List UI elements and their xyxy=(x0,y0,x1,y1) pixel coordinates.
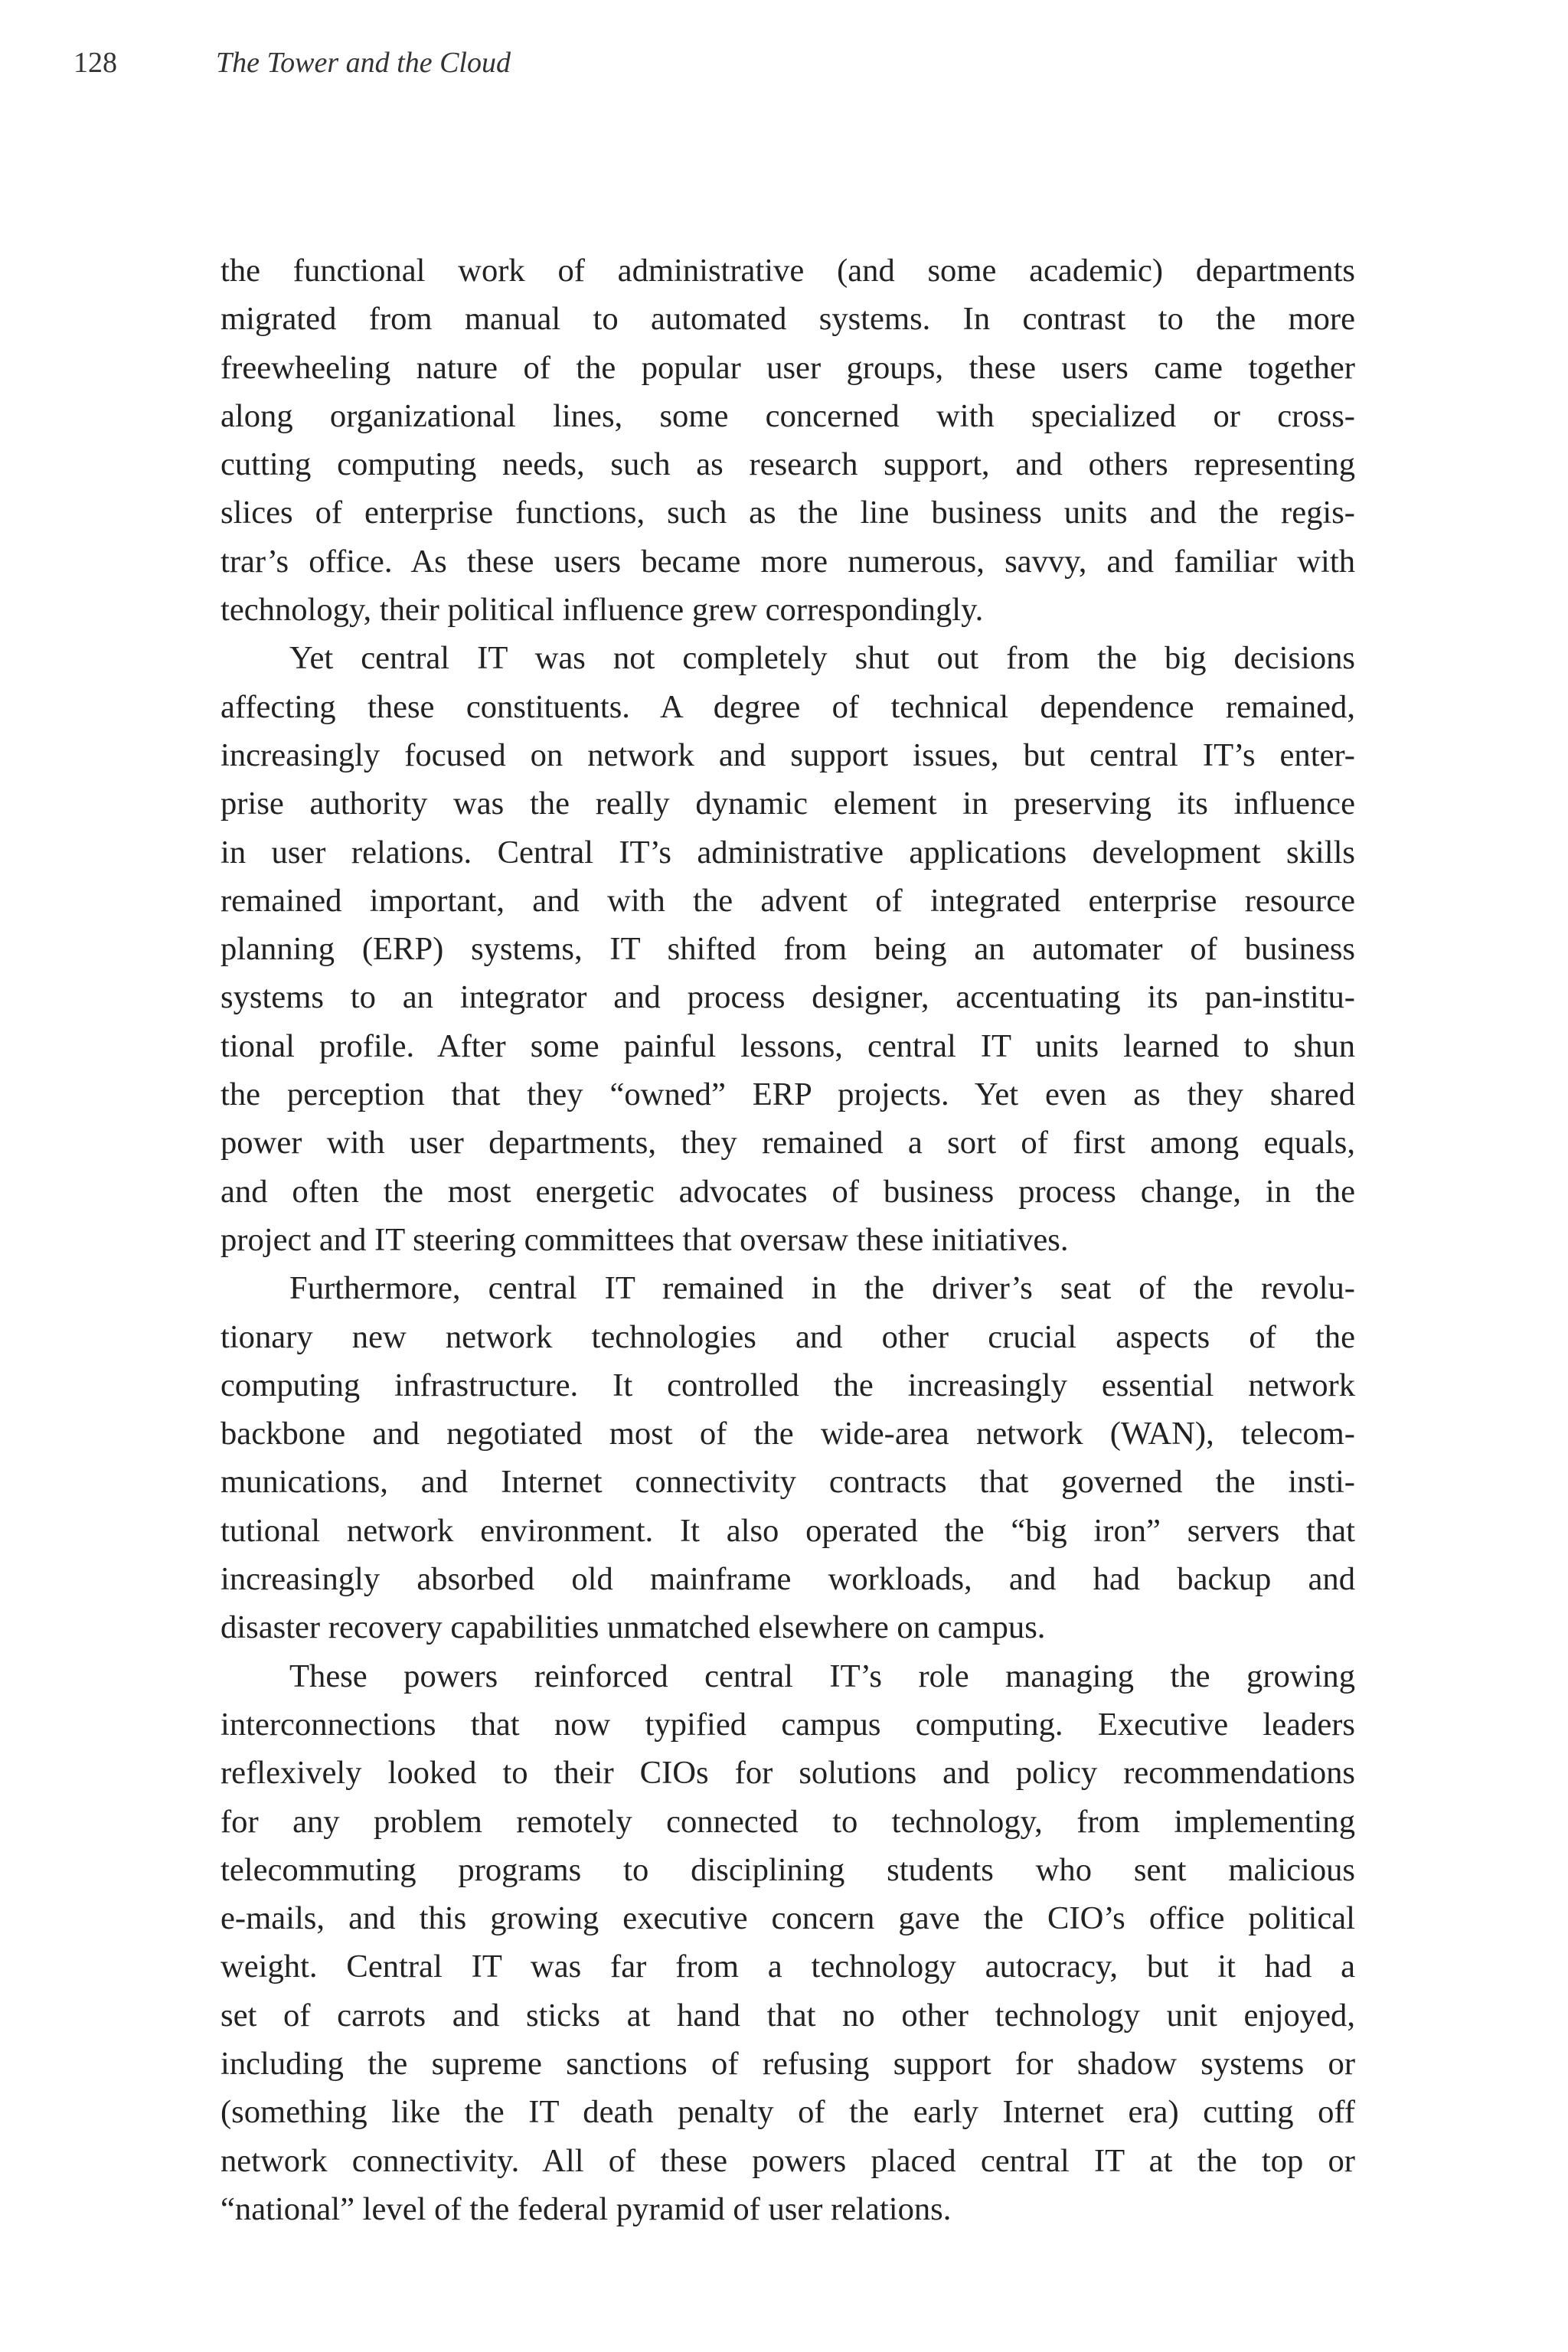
text-line: project and IT steering committees that oversaw these initiatives. xyxy=(220,1221,1069,1258)
text-line: for any problem remotely connected to technology, from implementing xyxy=(220,1803,1355,1840)
text-line: trar’s office. As these users became more numerous, savvy, and familiar with xyxy=(220,543,1355,580)
text-line: computing infrastructure. It controlled the increasingly essential network xyxy=(220,1367,1355,1403)
text-line: freewheeling nature of the popular user groups, these users came together xyxy=(220,349,1355,386)
text-line: cutting computing needs, such as research support, and others representing xyxy=(220,446,1355,483)
text-line: including the supreme sanctions of refusing support for shadow systems or xyxy=(220,2045,1355,2082)
text-line: increasingly absorbed old mainframe workloads, and had backup and xyxy=(220,1561,1355,1598)
text-line: munications, and Internet connectivity contracts that governed the insti- xyxy=(220,1464,1355,1501)
running-title: The Tower and the Cloud xyxy=(216,47,511,79)
text-line: power with user departments, they remained a sort of first among equals, xyxy=(220,1125,1355,1161)
text-line: systems to an integrator and process designer, accentuating its pan-institu- xyxy=(220,979,1355,1016)
text-line: and often the most energetic advocates of business process change, in the xyxy=(220,1173,1355,1210)
paragraph-first-line: Furthermore, central IT remained in the driver’s seat of the revolu- xyxy=(289,1270,1355,1307)
text-line: remained important, and with the advent of integrated enterprise resource xyxy=(220,882,1355,919)
page-number: 128 xyxy=(74,47,117,79)
text-line: migrated from manual to automated systems. In contrast to the more xyxy=(220,301,1355,338)
text-line: interconnections that now typified campus computing. Executive leaders xyxy=(220,1706,1355,1743)
text-line: in user relations. Central IT’s administrative applications development skills xyxy=(220,834,1355,871)
text-line: telecommuting programs to disciplining students who sent malicious xyxy=(220,1851,1355,1888)
text-line: set of carrots and sticks at hand that no other technology unit enjoyed, xyxy=(220,1997,1355,2034)
text-line: tional profile. After some painful lessons, central IT units learned to shun xyxy=(220,1027,1355,1064)
text-line: planning (ERP) systems, IT shifted from being an automater of business xyxy=(220,931,1355,968)
running-head xyxy=(74,46,511,92)
paragraph-first-line: These powers reinforced central IT’s role managing the growing xyxy=(289,1658,1355,1694)
text-line: affecting these constituents. A degree of technical dependence remained, xyxy=(220,688,1355,725)
text-line: “national” level of the federal pyramid of user relations. xyxy=(220,2190,952,2227)
text-line: (something like the IT death penalty of the early Internet era) cutting off xyxy=(220,2094,1355,2131)
text-line: along organizational lines, some concerned with specialized or cross- xyxy=(220,397,1355,434)
body-text xyxy=(220,247,1355,2233)
text-line: e-mails, and this growing executive concern gave the CIO’s office political xyxy=(220,1900,1355,1937)
text-line: prise authority was the really dynamic element in preserving its influence xyxy=(220,786,1355,822)
text-line: the functional work of administrative (and some academic) departments xyxy=(220,253,1355,289)
text-line: disaster recovery capabilities unmatched elsewhere on campus. xyxy=(220,1609,1046,1646)
text-line: reflexively looked to their CIOs for solutions and policy recommendations xyxy=(220,1755,1355,1792)
text-line: slices of enterprise functions, such as the line business units and the regis- xyxy=(220,495,1355,531)
text-line: backbone and negotiated most of the wide-area network (WAN), telecom- xyxy=(220,1416,1355,1452)
text-line: weight. Central IT was far from a technology autocracy, but it had a xyxy=(220,1949,1355,1985)
paragraph-first-line: Yet central IT was not completely shut out from the big decisions xyxy=(289,640,1355,677)
text-line: tutional network environment. It also operated the “big iron” servers that xyxy=(220,1512,1355,1549)
text-line: technology, their political influence grew correspondingly. xyxy=(220,592,984,629)
text-line: the perception that they “owned” ERP projects. Yet even as they shared xyxy=(220,1076,1355,1113)
text-line: increasingly focused on network and support issues, but central IT’s enter- xyxy=(220,737,1355,773)
text-line: tionary new network technologies and other crucial aspects of the xyxy=(220,1318,1355,1355)
text-line: network connectivity. All of these powers placed central IT at the top or xyxy=(220,2142,1355,2179)
